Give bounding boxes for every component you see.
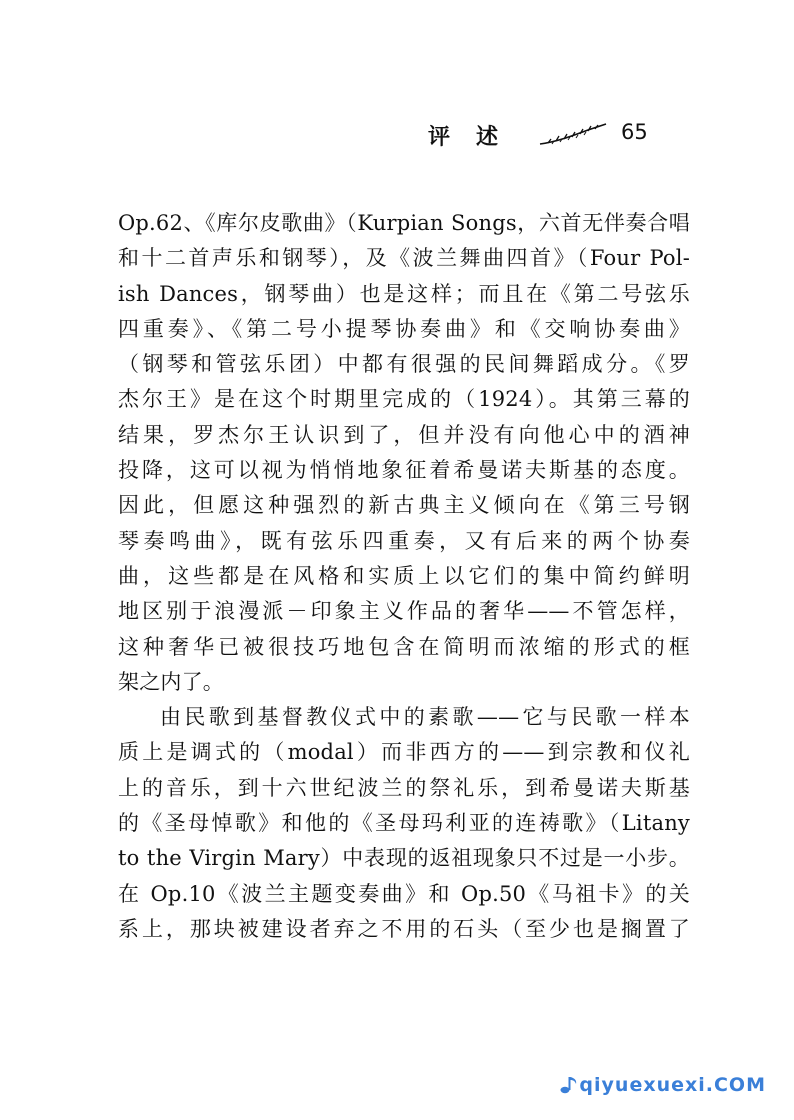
watermark-text: qiyuexuexi.COM [579,1074,766,1096]
text-line: 曲，这些都是在风格和实质上以它们的集中简约鲜明 [118,563,690,588]
text-line: 和十二首声乐和钢琴），及《波兰舞曲四首》（Four Pol- [118,246,690,271]
text-line: 琴奏鸣曲》，既有弦乐四重奏，又有后来的两个协奏 [118,528,690,553]
text-line: 系上，那块被建设者弃之不用的石头（至少也是搁置了 [118,916,690,941]
text-line: 地区别于浪漫派－印象主义作品的奢华——不管怎样， [118,599,690,624]
text-line: ish Dances，钢琴曲）也是这样；而且在《第二号弦乐 [118,281,690,306]
text-line: to the Virgin Mary）中表现的返祖现象只不过是一小步。 [118,846,690,871]
text-line: 这种奢华已被很技巧地包含在简明而浓缩的形式的框 [118,634,690,659]
page-header [428,118,688,154]
text-line: 四重奏》、《第二号小提琴协奏曲》和《交响协奏曲》 [118,316,690,341]
text-line: 结果，罗杰尔王认识到了，但并没有向他心中的酒神 [118,422,690,447]
running-title: 评述 [428,124,525,150]
text-line: 由民歌到基督教仪式中的素歌——它与民歌一样本 [160,705,690,730]
text-line: （钢琴和管弦乐团）中都有很强的民间舞蹈成分。《罗 [118,352,690,377]
text-line: 投降，这可以视为悄悄地象征着希曼诺夫斯基的态度。 [118,458,690,483]
decorative-flourish-icon [538,122,608,148]
text-line: 质上是调式的（modal）而非西方的——到宗教和仪礼 [118,740,690,765]
text-line: 的《圣母悼歌》和他的《圣母玛利亚的连祷歌》（Litany [118,811,690,836]
text-line: Op.62、《库尔皮歌曲》（Kurpian Songs，六首无伴奏合唱 [118,211,690,235]
music-note-logo-icon [559,1076,579,1094]
text-line: 架之内了。 [118,669,224,694]
text-line: 杰尔王》是在这个时期里完成的（1924）。其第三幕的 [118,387,690,412]
site-watermark [559,1074,766,1096]
body-text [118,206,690,947]
page-number: 65 [621,120,648,144]
text-line: 因此，但愿这种强烈的新古典主义倾向在《第三号钢 [118,493,690,518]
text-line: 在 Op.10《波兰主题变奏曲》和 Op.50《马祖卡》的关 [118,881,690,906]
paragraph-2 [118,700,690,947]
paragraph-1 [118,206,690,700]
text-line: 上的音乐，到十六世纪波兰的祭礼乐，到希曼诺夫斯基 [118,775,690,800]
